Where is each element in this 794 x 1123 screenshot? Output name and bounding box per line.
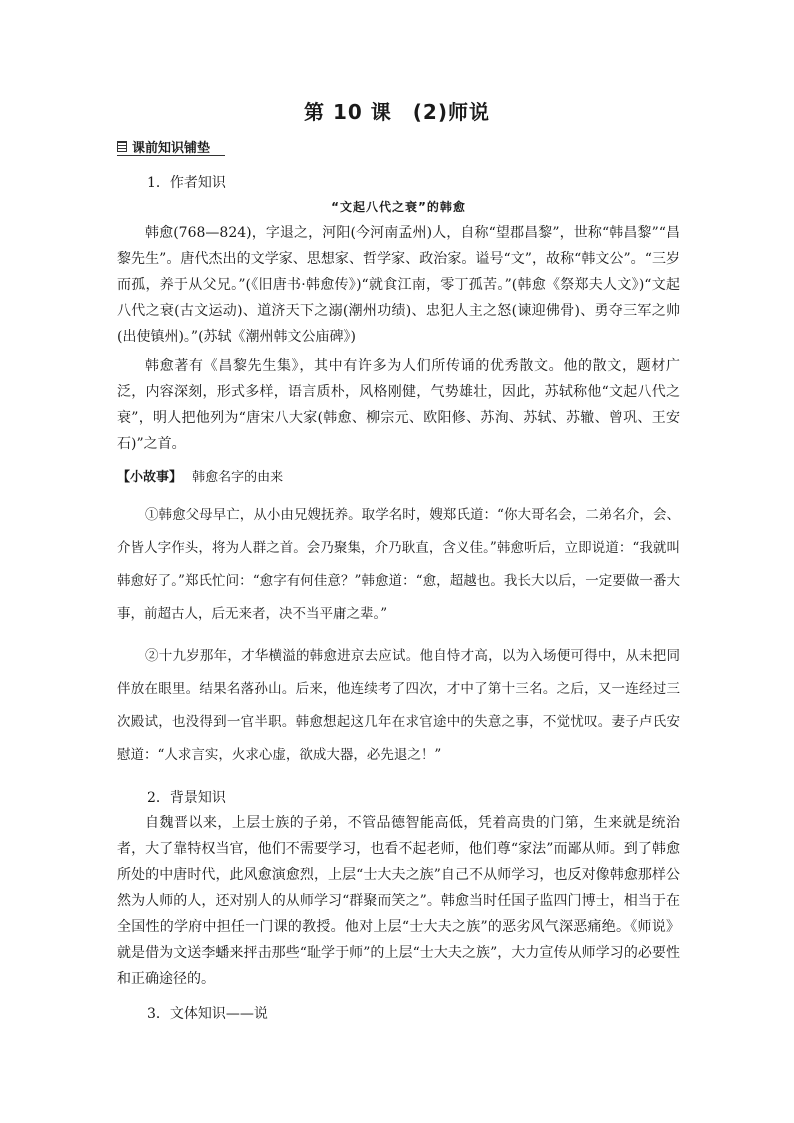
story-heading [117, 466, 283, 485]
paragraph-text: ②十九岁那年，才华横溢的韩愈进京去应试。他自恃才高，以为入场便可得中，从未把同伴放在眼里。结果名落孙山。后来，他连续考了四次，才中了第十三名。之后，又一连经过三次殿试，也没得到一官半职。韩愈想起这几年在求官途中的失意之事，不觉忧叹。妻子卢氏安慰道：“人求言实，火求心虚，欲成大器，必先退之！” [117, 648, 680, 763]
section-label: 课前知识铺垫 [132, 141, 211, 156]
background-heading: 2．背景知识 [147, 790, 226, 806]
story-tag: 【小故事】 [117, 470, 183, 485]
background-paragraph [117, 810, 680, 992]
author-paragraph-2 [117, 353, 680, 457]
page-title: 第 10 课 (2)师说 [304, 100, 490, 124]
list-icon [117, 141, 127, 152]
author-heading: 1．作者知识 [147, 175, 226, 191]
author-subtitle: “文起八代之衰”的韩愈 [331, 200, 466, 214]
genre-heading: 3．文体知识——说 [147, 1006, 268, 1022]
author-paragraph-1 [117, 220, 680, 350]
paragraph-text: 韩愈著有《昌黎先生集》，其中有许多为人们所传诵的优秀散文。他的散文，题材广泛，内容深刻，形式多样，语言质朴，风格刚健，气势雄壮，因此，苏轼称他“文起八代之衰”，明人把他列为“唐宋八大家(韩愈、柳宗元、欧阳修、苏洵、苏轼、苏辙、曾巩、王安石)”之首。 [117, 358, 680, 452]
story-paragraph-1 [117, 499, 680, 631]
paragraph-text: ①韩愈父母早亡，从小由兄嫂抚养。取学名时，嫂郑氏道：“你大哥名会，二弟名介，会、介皆人字作头，将为人群之首。会乃聚集，介乃耿直，含义佳。”韩愈听后，立即说道：“我就叫韩愈好了。”郑氏忙问：“愈字有何佳意？”韩愈道：“愈，超越也。我长大以后，一定要做一番大事，前超古人，后无来者，决不当平庸之辈。” [117, 507, 680, 622]
section-header [117, 138, 225, 156]
paragraph-text: 自魏晋以来，上层士族的子弟，不管品德智能高低，凭着高贵的门第，生来就是统治者，大了靠特权当官，他们不需要学习，也看不起老师，他们尊“家法”而鄙从师。到了韩愈所处的中唐时代，此风愈演愈烈，上层“士大夫之族”自己不从师学习，也反对像韩愈那样公然为人师的人，还对别人的从师学习“群聚而笑之”。韩愈当时任国子监四门博士，相当于在全国性的学府中担任一门课的教授。他对上层“士大夫之族”的恶劣风气深恶痛绝。《师说》就是借为文送李蟠来抨击那些“耻学于师”的上层“士大夫之族”，大力宣传从师学习的必要性和正确途径的。 [117, 815, 680, 987]
story-paragraph-2 [117, 640, 680, 772]
story-title: 韩愈名字的由来 [192, 470, 284, 485]
paragraph-text: 韩愈(768—824)，字退之，河阳(今河南孟州)人，自称“望郡昌黎”，世称“韩昌黎”“昌黎先生”。唐代杰出的文学家、思想家、哲学家、政治家。谥号“文”，故称“韩文公”。“三岁而孤，养于从父兄。”(《旧唐书·韩愈传》)“就食江南，零丁孤苦。”(韩愈《祭郑夫人文》)“文起八代之衰(古文运动)、道济天下之溺(潮州功绩)、忠犯人主之怒(谏迎佛骨)、勇夺三军之帅(出使镇州)。”(苏轼《潮州韩文公庙碑》) [117, 225, 680, 345]
